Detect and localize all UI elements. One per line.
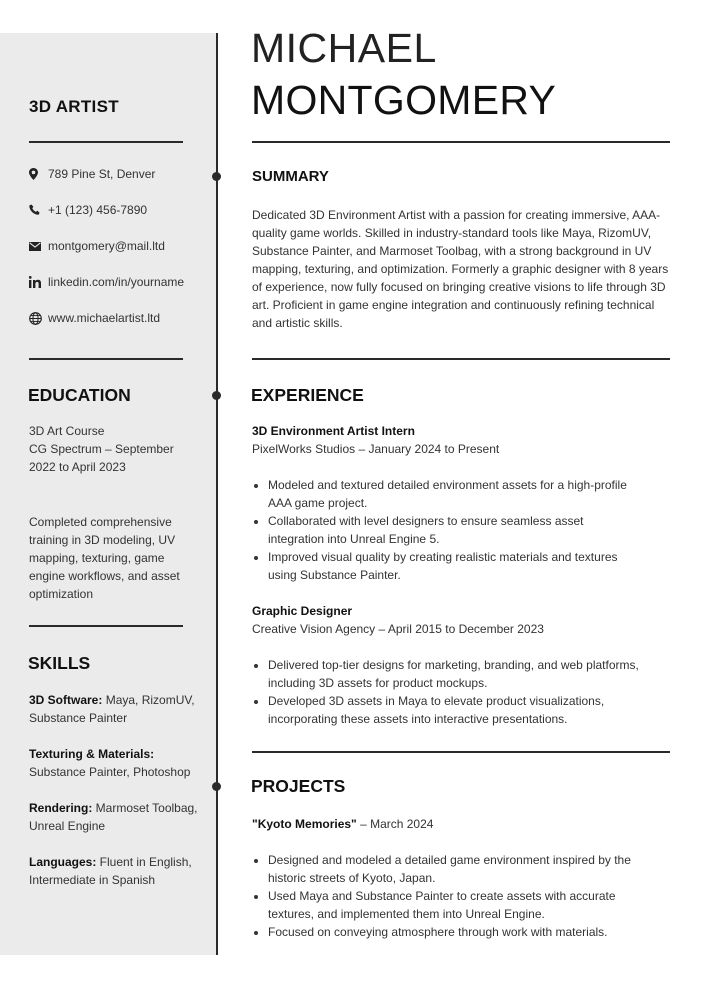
list-item: Designed and modeled a detailed game environment inspired by the historic streets of Kyoto, Japan. xyxy=(252,851,642,887)
job-role: 3D ARTIST xyxy=(29,97,119,116)
list-item: Used Maya and Substance Painter to create assets with accurate textures, and implemented them into Unreal Engine. xyxy=(252,887,642,923)
skills-list xyxy=(29,691,199,907)
skill-value: Marmoset Toolbag, Unreal Engine xyxy=(29,801,198,833)
timeline-dot-experience xyxy=(212,391,221,400)
education-block xyxy=(29,422,189,476)
contact-phone xyxy=(29,203,147,217)
contact-email-text[interactable]: montgomery@mail.ltd xyxy=(48,239,165,253)
skill-item xyxy=(29,745,199,781)
project-title xyxy=(252,815,672,833)
list-item: Delivered top-tier designs for marketing, branding, and web platforms, including 3D assets for product mockups. xyxy=(252,656,647,692)
skill-item xyxy=(29,799,199,835)
last-name: MONTGOMERY xyxy=(251,77,557,123)
envelope-icon xyxy=(29,242,48,251)
education-course: 3D Art Course xyxy=(29,424,105,438)
projects-heading: PROJECTS xyxy=(251,776,346,796)
contact-phone-text: +1 (123) 456-7890 xyxy=(48,203,148,217)
list-item: Developed 3D assets in Maya to elevate product visualizations, incorporating these assets into interactive presentations. xyxy=(252,692,647,728)
job-title: 3D Environment Artist Intern xyxy=(252,424,415,438)
job-entry xyxy=(252,422,672,584)
contact-linkedin-text[interactable]: linkedin.com/in/yourname xyxy=(48,275,185,289)
job-company: PixelWorks Studios – January 2024 to Present xyxy=(252,442,500,456)
skill-label: Texturing & Materials: xyxy=(29,747,155,761)
globe-icon xyxy=(29,312,48,325)
contact-linkedin xyxy=(29,275,184,289)
project-name: "Kyoto Memories" xyxy=(252,817,357,831)
list-item: Improved visual quality by creating realistic materials and textures using Substance Painter. xyxy=(252,548,642,584)
project-date: – March 2024 xyxy=(356,817,434,831)
experience-heading: EXPERIENCE xyxy=(251,385,364,405)
job-bullets xyxy=(252,476,642,584)
list-item: Collaborated with level designers to ensure seamless asset integration into Unreal Engine 5. xyxy=(252,512,642,548)
timeline-dot-projects xyxy=(212,782,221,791)
skills-heading: SKILLS xyxy=(28,653,91,673)
phone-icon xyxy=(29,204,48,216)
location-pin-icon xyxy=(29,168,48,180)
skill-label: Rendering: xyxy=(29,801,93,815)
education-description: Completed comprehensive training in 3D modeling, UV mapping, texturing, game engine workflows, and asset optimization xyxy=(29,515,180,601)
skill-value: Fluent in English, Intermediate in Spanish xyxy=(29,855,192,887)
contact-address-text: 789 Pine St, Denver xyxy=(48,167,156,181)
skill-value: Substance Painter, Photoshop xyxy=(29,765,191,779)
divider-role xyxy=(29,141,183,143)
skill-item xyxy=(29,691,199,727)
project-bullets xyxy=(252,851,642,941)
contact-website-text[interactable]: www.michaelartist.ltd xyxy=(48,311,161,325)
divider-header xyxy=(252,141,670,143)
timeline-dot-summary xyxy=(212,172,221,181)
divider-summary xyxy=(252,358,670,360)
divider-education xyxy=(29,625,183,627)
contact-address xyxy=(29,167,155,181)
summary-text: Dedicated 3D Environment Artist with a passion for creating immersive, AAA-quality game worlds. Skilled in industry-standard tools like Maya, RizomUV, Substance Painter, and Marmoset Toolbag, with a strong background in UV mapping, texturing, and optimization. Formerly a graphic designer with 8 years of experience, now fully focused on bringing creative visions to life through 3D art. Proficient in game engine integration and continuously refining technical and artistic skills. xyxy=(252,208,669,330)
divider-experience xyxy=(252,751,670,753)
job-title: Graphic Designer xyxy=(252,604,353,618)
job-entry xyxy=(252,602,672,728)
skill-label: 3D Software: xyxy=(29,693,103,707)
list-item: Modeled and textured detailed environment assets for a high-profile AAA game project. xyxy=(252,476,642,512)
skill-item xyxy=(29,853,199,889)
skill-label: Languages: xyxy=(29,855,97,869)
job-bullets xyxy=(252,656,647,728)
divider-contact xyxy=(29,358,183,360)
summary-heading: SUMMARY xyxy=(252,168,329,185)
first-name: MICHAEL xyxy=(251,25,437,71)
education-heading: EDUCATION xyxy=(28,385,131,405)
project-entry xyxy=(252,815,672,941)
skill-value: Maya, RizomUV, Substance Painter xyxy=(29,693,195,725)
list-item: Focused on conveying atmosphere through work with materials. xyxy=(252,923,642,941)
linkedin-icon xyxy=(29,276,48,288)
job-company: Creative Vision Agency – April 2015 to December 2023 xyxy=(252,622,544,636)
education-school: CG Spectrum – September 2022 to April 2023 xyxy=(29,442,174,474)
contact-email xyxy=(29,239,165,253)
contact-website xyxy=(29,311,160,325)
